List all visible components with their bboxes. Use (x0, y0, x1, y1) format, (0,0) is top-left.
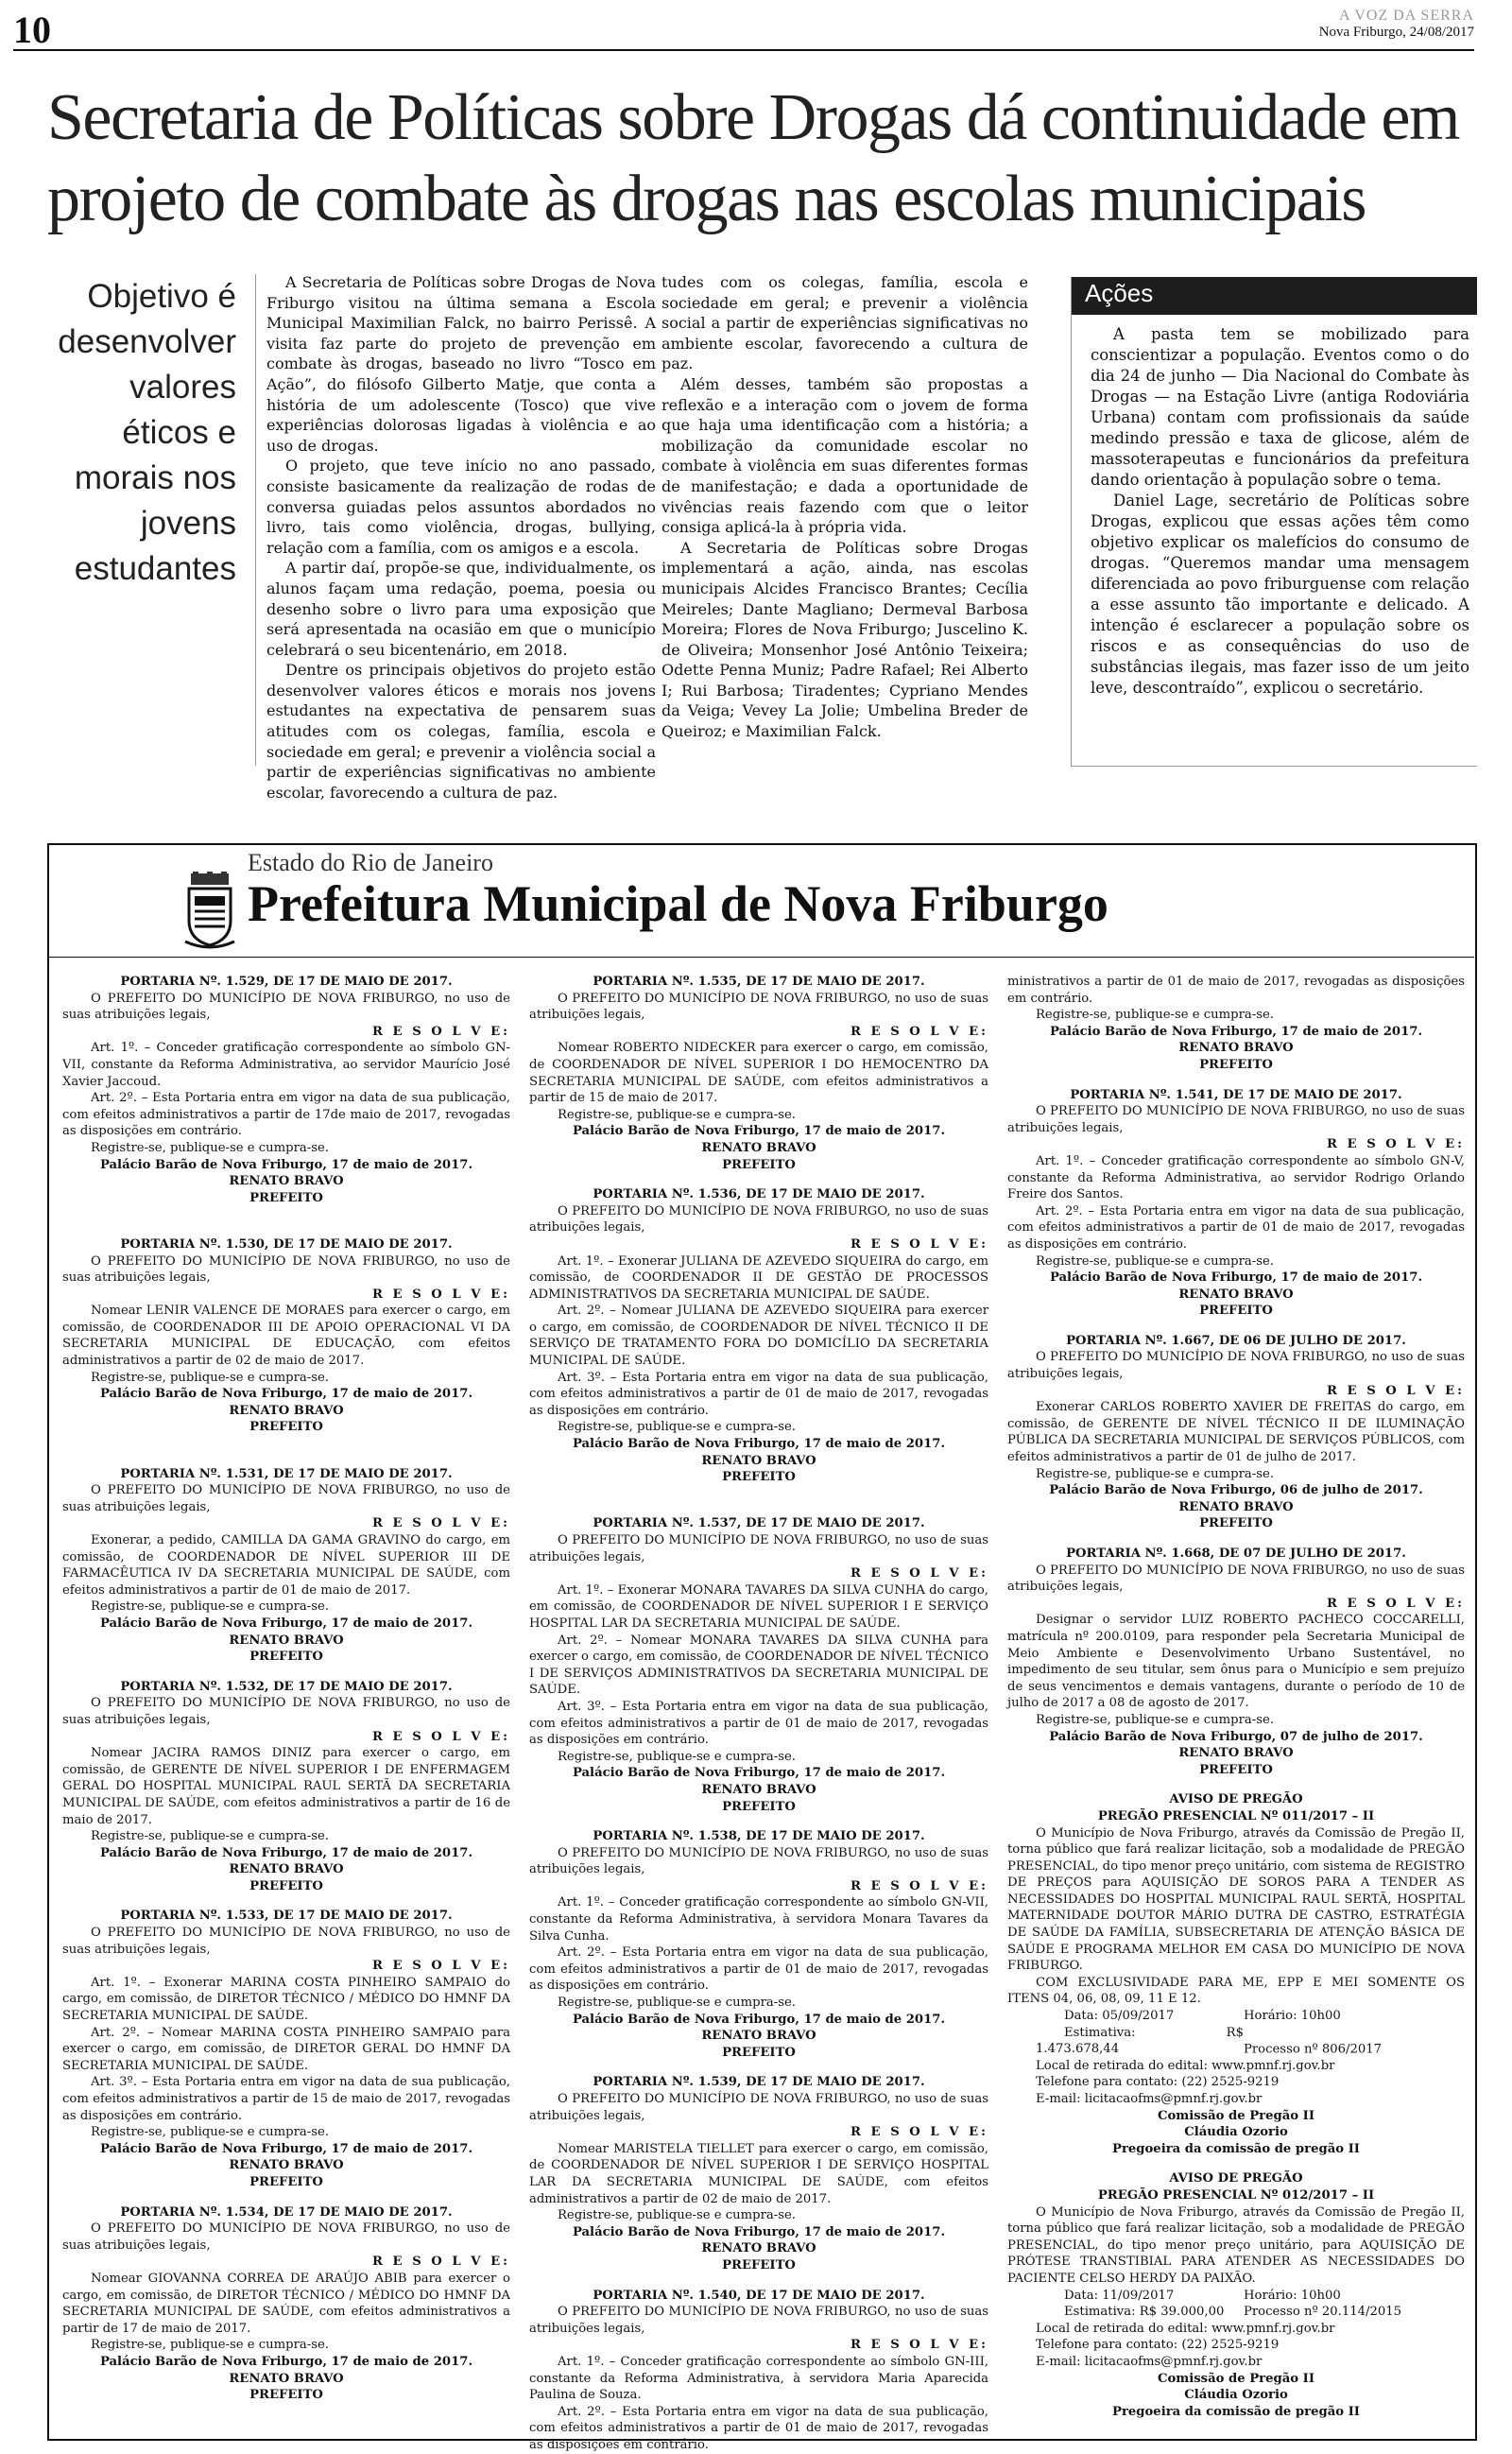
mayor-role: PREFEITO (1199, 1762, 1273, 1777)
article-text: Nomear LENIR VALENCE DE MORAES para exercer o cargo, em comissão, de COORDENADOR III DE APOIO OPERACIONAL VI DA SECRETARIA MUNICIPAL DE EDUCAÇÃO, com efeitos administrativos a partir de 02 de maio de 2017. (62, 1304, 510, 1369)
aviso-official: Cláudia Ozorio (1184, 2388, 1288, 2403)
mayor-line: O PREFEITO DO MUNICÍPIO DE NOVA FRIBURGO, no uso de suas atribuições legais, (1007, 1104, 1465, 1135)
palace-line: Palácio Barão de Nova Friburgo, 17 de maio de 2017. (99, 1845, 473, 1860)
palace-line: Palácio Barão de Nova Friburgo, 17 de maio de 2017. (572, 2012, 946, 2027)
notices-column-2 (529, 974, 989, 2452)
aviso-date: Data: 11/09/2017 (1064, 2288, 1175, 2303)
resolve-label: R E S O L V E: (372, 1516, 510, 1531)
aviso-committee: Comissão de Pregão II (1158, 2108, 1314, 2123)
mayor-line: O PREFEITO DO MUNICÍPIO DE NOVA FRIBURGO, no uso de suas atribuições legais, (1007, 1350, 1465, 1382)
mayor-role: PREFEITO (249, 2174, 323, 2189)
portaria-title: PORTARIA Nº. 1.534, DE 17 DE MAIO DE 2017. (120, 2204, 453, 2220)
mayor-role: PREFEITO (249, 1190, 323, 1205)
mayor-line: O PREFEITO DO MUNICÍPIO DE NOVA FRIBURGO, no uso de suas atribuições legais, (529, 1533, 988, 1564)
article-text: Art. 3º. – Esta Portaria entra em vigor na data de sua publicação, com efeitos administrativos a partir de 01 de maio de 2017, revogadas as disposições em contrário. (529, 1370, 988, 1418)
aviso-date-row (1007, 2288, 1465, 2305)
portaria-title: PORTARIA Nº. 1.532, DE 17 DE MAIO DE 2017. (120, 1679, 453, 1694)
mayor-name: RENATO BRAVO (701, 1453, 816, 1468)
article-paragraph: O projeto, que teve início no ano passado, consiste basicamente da realização de rodas de conversa guiadas pelos assuntos abordados no livro, tais como violência, drogas, bullying, relação com a família, com os amigos e a escola. (266, 457, 656, 557)
portaria-title: PORTARIA Nº. 1.529, DE 17 DE MAIO DE 2017. (120, 975, 453, 989)
coat-of-arms-icon (183, 872, 236, 949)
aviso-process: Processo nº 20.114/2015 (1244, 2305, 1402, 2320)
dateline: Nova Friburgo, 24/08/2017 (1318, 25, 1474, 40)
register-line: Registre-se, publique-se e cumpra-se. (1036, 1466, 1274, 1481)
article-text: Nomear ROBERTO NIDECKER para exercer o cargo, em comissão, de COORDENADOR DE NÍVEL SUPERIOR I DO HEMOCENTRO DA SECRETARIA MUNICIPAL DE SAÚDE, com efeitos administrativos a partir de 15 de maio de 2017. (529, 1041, 988, 1106)
portaria-title: PORTARIA Nº. 1.539, DE 17 DE MAIO DE 2017. (593, 2075, 925, 2090)
mayor-line: O PREFEITO DO MUNICÍPIO DE NOVA FRIBURGO, no uso de suas atribuições legais, (529, 1845, 988, 1877)
mayor-line: O PREFEITO DO MUNICÍPIO DE NOVA FRIBURGO, no uso de suas atribuições legais, (529, 2092, 988, 2123)
mayor-role: PREFEITO (722, 2045, 796, 2060)
palace-line: Palácio Barão de Nova Friburgo, 17 de maio de 2017. (1049, 1024, 1423, 1039)
article-text: Designar o servidor LUIZ ROBERTO PACHECO COCCARELLI, matrícula nº 200.0109, para responder pela Secretaria Municipal de Meio Ambiente e Desenvolvimento Urbano Sustentável, no impedimento de seu titular, sem ônus para o Município e sem prejuízo de seus vencimentos e demais vantagens, durante o período de 10 de julho de 2017 a 08 de agosto de 2017. (1007, 1613, 1465, 1711)
aviso-body: O Município de Nova Friburgo, através da Comissão de Pregão II, torna público que fará realizar licitação, sob a modalidade de PREGÃO PRESENCIAL, do tipo menor preço unitário, para AQUISIÇÃO DE PRÓTESE TRANSTIBIAL PARA ATENDER AS NECESSIDADES DO PACIENTE CELSO HERDY DA PAIXÃO. (1007, 2204, 1465, 2286)
sidebar-body (1072, 315, 1477, 699)
mayor-name: RENATO BRAVO (1178, 1499, 1294, 1514)
article-paragraph: A Secretaria de Políticas sobre Drogas implementará a ação, ainda, nas escolas municipais Alcides Francisco Brantes; Cecília Meireles; Dante Magliano; Dermeval Barbosa Moreira; Flores de Nova Friburgo; Juscelino K. de Oliveira; Monsenhor José Antônio Teixeira; Odette Penna Muniz; Padre Rafael; Rei Alberto I; Rui Barbosa; Tiradentes; Cypriano Mendes da Veiga; Vevey La Jolie; Umbelina Breder de Queiroz; e Maximilian Falck. (662, 538, 1028, 741)
register-line: Registre-se, publique-se e cumpra-se. (558, 1749, 796, 1764)
sidebar-title: Ações (1072, 277, 1477, 315)
mayor-line: O PREFEITO DO MUNICÍPIO DE NOVA FRIBURGO, no uso de suas atribuições legais, (529, 2305, 988, 2336)
mayor-name: RENATO BRAVO (229, 2371, 344, 2386)
mayor-name: RENATO BRAVO (229, 1862, 344, 1877)
mayor-name: RENATO BRAVO (229, 1174, 344, 1189)
portaria-title: PORTARIA Nº. 1.668, DE 07 DE JULHO DE 2017. (1066, 1547, 1406, 1561)
article-text: Art. 1º. – Exonerar JULIANA DE AZEVEDO SIQUEIRA do cargo, em comissão, de COORDENADOR II DE GESTÃO DE PROCESSOS ADMINISTRATIVOS DA SECRETARIA MUNICIPAL DE SAÚDE. (529, 1253, 988, 1302)
aviso-date-row (1007, 2008, 1465, 2025)
article-text: Exonerar CARLOS ROBERTO XAVIER DE FREITAS do cargo, em comissão, de GERENTE DE NÍVEL TÉCNICO II DE ILUMINAÇÃO PÚBLICA DA SECRETARIA MUNICIPAL DE SERVIÇOS PÚBLICOS, com efeitos administrativos a partir de 01 de julho de 2017. (1007, 1400, 1465, 1465)
article-text: Nomear GIOVANNA CORREA DE ARAÚJO ABIB para exercer o cargo, em comissão, de DIRETOR TÉCNICO / MÉDICO DO HMNF DA SECRETARIA MUNICIPAL DE SAÚDE, com efeitos administrativos a partir de 17 de maio de 2017. (62, 2271, 510, 2336)
palace-line: Palácio Barão de Nova Friburgo, 17 de maio de 2017. (99, 1157, 473, 1172)
article-column-1 (266, 272, 656, 802)
resolve-label: R E S O L V E: (850, 1566, 988, 1581)
resolve-label: R E S O L V E: (372, 1024, 510, 1039)
article-paragraph: A partir daí, propõe-se que, individualmente, os alunos façam uma redação, poema, poesia ou desenho sobre o livro para uma exposição que será apresentada na ocasião em que o município celebrará o seu bicentenário, em 2018. (266, 559, 656, 659)
aviso-official-role: Pregoeira da comissão de pregão II (1112, 2141, 1360, 2156)
register-line: Registre-se, publique-se e cumpra-se. (558, 2208, 796, 2223)
mayor-name: RENATO BRAVO (1178, 1746, 1294, 1761)
state-name: Estado do Rio de Janeiro (248, 849, 493, 876)
portaria-title: PORTARIA Nº. 1.537, DE 17 DE MAIO DE 2017. (593, 1516, 925, 1531)
register-line: Registre-se, publique-se e cumpra-se. (91, 2338, 329, 2353)
prefecture-name: Prefeitura Municipal de Nova Friburgo (248, 875, 1108, 932)
portaria-title: PORTARIA Nº. 1.541, DE 17 DE MAIO DE 2017. (1070, 1087, 1402, 1102)
headline-line-2: projeto de combate às drogas nas escolas municipais (47, 163, 1366, 235)
aviso-title: AVISO DE PREGÃO (1169, 2171, 1303, 2186)
aviso-subtitle: PREGÃO PRESENCIAL Nº 012/2017 – II (1097, 2187, 1375, 2203)
mayor-role: PREFEITO (722, 2257, 796, 2273)
pull-quote: Objetivo é desenvolver valores éticos e morais nos jovens estudantes (58, 278, 236, 587)
article-text: Art. 2º. – Nomear MARINA COSTA PINHEIRO SAMPAIO para exercer o cargo, em comissão, de DIRETOR GERAL DO HMNF DA SECRETARIA MUNICIPAL DE SAÚDE. (62, 2025, 510, 2073)
register-line: Registre-se, publique-se e cumpra-se. (91, 1829, 329, 1844)
aviso-phone: Telefone para contato: (22) 2525-9219 (1036, 2338, 1280, 2353)
register-line: Registre-se, publique-se e cumpra-se. (558, 1107, 796, 1122)
sidebar-paragraph: Daniel Lage, secretário de Políticas sobre Drogas, explicou que essas ações têm como objetivo explicar os malefícios do consumo de drogas. “Queremos mandar uma mensagem diferenciada ao povo friburguense com relação a esse assunto tão importante e delicado. A intenção é esclarecer a população sobre os riscos e as consequências do uso de substâncias ilegais, mas fazer isso de um jeito leve, descontraído”, explicou o secretário. (1091, 492, 1469, 697)
mayor-line: O PREFEITO DO MUNICÍPIO DE NOVA FRIBURGO, no uso de suas atribuições legais, (62, 1253, 510, 1286)
aviso-process: Processo nº 806/2017 (1244, 2042, 1383, 2057)
aviso-time: Horário: 10h00 (1244, 2009, 1341, 2024)
mayor-line: O PREFEITO DO MUNICÍPIO DE NOVA FRIBURGO, no uso de suas atribuições legais, (1007, 1563, 1465, 1595)
aviso-body: O Município de Nova Friburgo, através da Comissão de Pregão II, torna público que fará realizar licitação, sob a modalidade de PREGÃO PRESENCIAL, do tipo menor preço unitário, com sistema de REGISTRO DE PREÇOS para AQUISIÇÃO DE SOROS PARA A TENDER AS NECESSIDADES DO HOSPITAL MUNICIPAL RAUL SERTÃ, HOSPITAL MATERNIDADE DOUTOR MÁRIO DUTRA DE CASTRO, ESTRATÉGIA DE SAÚDE DA FAMÍLIA, SUBSECRETARIA DE ATENÇÃO BÁSICA DE SAÚDE E PROGRAMA MELHOR EM CASA DO MUNICÍPIO DE NOVA FRIBURGO. (1007, 1825, 1465, 1974)
article-text: Art. 2º. – Esta Portaria entra em vigor na data de sua publicação, com efeitos administrativos a partir de 01 de maio de 2017, revogadas as disposições em contrário. (529, 1945, 988, 1994)
portaria-title: PORTARIA Nº. 1.530, DE 17 DE MAIO DE 2017. (120, 1236, 453, 1252)
palace-line: Palácio Barão de Nova Friburgo, 17 de maio de 2017. (99, 2354, 473, 2369)
article-text: Art. 1º. – Conceder gratificação correspondente ao símbolo GN-V, constante da Reforma Administrativa, ao servidor Rodrigo Orlando Freire dos Santos. (1007, 1153, 1465, 1202)
article-text: Art. 2º. – Esta Portaria entra em vigor na data de sua publicação, com efeitos administrativos a partir de 01 de maio de 2017, revogadas as disposições em contrário. (529, 2404, 988, 2452)
article-headline (47, 78, 1484, 240)
portaria-title: PORTARIA Nº. 1.531, DE 17 DE MAIO DE 2017. (120, 1466, 453, 1481)
article-text: Art. 2º. – Esta Portaria entra em vigor na data de sua publicação, com efeitos administrativos a partir de 01 de maio de 2017, revogadas as disposições em contrário. (1007, 1203, 1465, 1252)
palace-line: Palácio Barão de Nova Friburgo, 17 de maio de 2017. (99, 1616, 473, 1631)
aviso-phone: Telefone para contato: (22) 2525-9219 (1036, 2075, 1280, 2090)
article-text: Art. 3º. – Esta Portaria entra em vigor na data de sua publicação, com efeitos administrativos a partir de 15 de maio de 2017, revogadas as disposições em contrário. (62, 2075, 510, 2123)
resolve-label: R E S O L V E: (372, 1959, 510, 1974)
article-text: Nomear MARISTELA TIELLET para exercer o cargo, em comissão, de COORDENADOR DE NÍVEL SUPERIOR I DE SERVIÇO HOSPITAL LAR DA SECRETARIA MUNICIPAL DE SAÚDE, com efeitos administrativos a partir de 02 de maio de 2017. (529, 2141, 988, 2206)
article-column-2 (662, 272, 1028, 742)
resolve-label: R E S O L V E: (372, 1729, 510, 1744)
mayor-line: O PREFEITO DO MUNICÍPIO DE NOVA FRIBURGO, no uso de suas atribuições legais, (62, 991, 510, 1023)
article-text: Art. 1º. – Conceder gratificação correspondente ao símbolo GN-VII, constante da Reforma Administrativa, à servidora Monara Tavares da Silva Cunha. (529, 1895, 988, 1944)
notices-column-1 (62, 974, 510, 2404)
aviso-time: Horário: 10h00 (1244, 2288, 1341, 2303)
mayor-role: PREFEITO (722, 1157, 796, 1172)
mayor-role: PREFEITO (1199, 1057, 1273, 1072)
mayor-name: RENATO BRAVO (701, 2241, 816, 2256)
resolve-label: R E S O L V E: (850, 1878, 988, 1893)
article-paragraph: A Secretaria de Políticas sobre Drogas de Nova Friburgo visitou na última semana a Escola Municipal Maximilian Falck, no bairro Perissê. A visita faz parte do projeto de prevenção em combate às drogas, baseado no livro “Tosco em Ação”, do filósofo Gilberto Matje, que conta a história de um adolescente (Tosco) que vive experiências dolorosas ligadas à violência e ao uso de drogas. (266, 273, 656, 455)
aviso-committee: Comissão de Pregão II (1158, 2371, 1314, 2386)
portaria-title: PORTARIA Nº. 1.538, DE 17 DE MAIO DE 2017. (593, 1829, 925, 1844)
article-paragraph-continued: tudes com os colegas, família, escola e sociedade em geral; e prevenir a violência social a partir de experiências significativas no ambiente escolar, favorecendo a cultura de paz. (662, 273, 1028, 373)
aviso-estimate: Estimativa: R$ 39.000,00 (1064, 2305, 1225, 2320)
palace-line: Palácio Barão de Nova Friburgo, 17 de maio de 2017. (572, 1437, 946, 1452)
mayor-line: O PREFEITO DO MUNICÍPIO DE NOVA FRIBURGO, no uso de suas atribuições legais, (529, 991, 988, 1023)
register-line: Registre-se, publique-se e cumpra-se. (1036, 1712, 1274, 1727)
mayor-line: O PREFEITO DO MUNICÍPIO DE NOVA FRIBURGO, no uso de suas atribuições legais, (62, 1926, 510, 1957)
register-line: Registre-se, publique-se e cumpra-se. (91, 1140, 329, 1155)
mayor-line: O PREFEITO DO MUNICÍPIO DE NOVA FRIBURGO, no uso de suas atribuições legais, (62, 1483, 510, 1514)
mayor-role: PREFEITO (249, 1878, 323, 1893)
article-text: Art. 2º. – Nomear JULIANA DE AZEVEDO SIQUEIRA para exercer o cargo, em comissão, de COORDENADOR DE NÍVEL TÉCNICO II DE SERVIÇO DE TRATAMENTO FORA DO DOMICÍLIO DA SECRETARIA MUNICIPAL DE SAÚDE. (529, 1304, 988, 1369)
mayor-name: RENATO BRAVO (229, 1633, 344, 1648)
mayor-line: O PREFEITO DO MUNICÍPIO DE NOVA FRIBURGO, no uso de suas atribuições legais, (62, 1696, 510, 1727)
portaria-title: PORTARIA Nº. 1.533, DE 17 DE MAIO DE 2017. (120, 1909, 453, 1924)
article-text: Art. 1º. – Conceder gratificação correspondente ao símbolo GN-III, constante da Reforma Administrativa, à servidora Maria Aparecida Paulina de Souza. (529, 2354, 988, 2403)
notices-column-3 (1007, 974, 1465, 2420)
article-paragraph: Além desses, também são propostas a reflexão e a interação com o jovem de forma que haja uma identificação com a história; a mobilização da comunidade escolar no combate à violência em suas diferentes formas de manifestação; e dada a oportunidade de vivências reais fazendo com que o leitor consiga aplicá-la à própria vida. (662, 374, 1028, 537)
resolve-label: R E S O L V E: (850, 1236, 988, 1252)
sidebar-paragraph: A pasta tem se mobilizado para conscientizar a população. Eventos como o do dia 24 de junho — Dia Nacional do Combate às Drogas — na Estação Livre (antiga Rodoviária Urbana) contam com profissionais da saúde medindo pressão e taxa de glicose, além de massoterapeutas e funcionários da prefeitura dando orientação à população sobre o tema. (1091, 325, 1469, 489)
register-line: Registre-se, publique-se e cumpra-se. (91, 2125, 329, 2140)
article-text: Exonerar, a pedido, CAMILLA DA GAMA GRAVINO do cargo, em comissão, de COORDENADOR DE NÍVEL SUPERIOR III DE FARMACÊUTICA IV DA SECRETARIA MUNICIPAL DE SAÚDE, com efeitos administrativos a partir de 01 de maio de 2017. (62, 1533, 510, 1598)
mayor-role: PREFEITO (249, 1650, 323, 1665)
mayor-name: RENATO BRAVO (701, 1140, 816, 1155)
register-line: Registre-se, publique-se e cumpra-se. (91, 1599, 329, 1615)
resolve-label: R E S O L V E: (1327, 1596, 1465, 1611)
column-divider (255, 274, 256, 766)
palace-line: Palácio Barão de Nova Friburgo, 17 de maio de 2017. (572, 2224, 946, 2239)
mayor-role: PREFEITO (249, 2388, 323, 2403)
aviso-email: E-mail: licitacaofms@pmnf.rj.gov.br (1036, 2092, 1263, 2106)
mayor-role: PREFEITO (249, 1420, 323, 1435)
portaria-title: PORTARIA Nº. 1.536, DE 17 DE MAIO DE 2017. (593, 1187, 925, 1202)
resolve-label: R E S O L V E: (1327, 1137, 1465, 1152)
palace-line: Palácio Barão de Nova Friburgo, 17 de maio de 2017. (1049, 1270, 1423, 1286)
portaria-title: PORTARIA Nº. 1.535, DE 17 DE MAIO DE 2017. (593, 975, 925, 989)
aviso-date: Data: 05/09/2017 (1064, 2009, 1175, 2024)
article-paragraph: Dentre os principais objetivos do projeto estão desenvolver valores éticos e morais nos jovens estudantes na expectativa de pensarem suas atitudes com os colegas, família, escola e sociedade em geral; e prevenir a violência social a partir de experiências significativas no ambiente escolar, favorecendo a cultura de paz. (266, 661, 656, 802)
notices-header-rule (49, 957, 1474, 958)
mayor-line: O PREFEITO DO MUNICÍPIO DE NOVA FRIBURGO, no uso de suas atribuições legais, (529, 1203, 988, 1236)
mayor-name: RENATO BRAVO (1178, 1287, 1294, 1302)
article-text: Art. 1º. – Exonerar MARINA COSTA PINHEIRO SAMPAIO do cargo, em comissão, de DIRETOR TÉCNICO / MÉDICO DO HMNF DA SECRETARIA MUNICIPAL DE SAÚDE. (62, 1975, 510, 2024)
aviso-estimate: Estimativa: R$ 1.473.678,44 (1036, 2025, 1244, 2057)
register-line: Registre-se, publique-se e cumpra-se. (558, 1420, 796, 1435)
mayor-role: PREFEITO (722, 1799, 796, 1814)
aviso-estimate-row (1007, 2304, 1465, 2321)
aviso-official-role: Pregoeira da comissão de pregão II (1112, 2404, 1360, 2419)
mayor-role: PREFEITO (1199, 1304, 1273, 1319)
headline-line-1: Secretaria de Políticas sobre Drogas dá continuidade em (47, 81, 1459, 154)
palace-line: Palácio Barão de Nova Friburgo, 17 de maio de 2017. (99, 1387, 473, 1402)
aviso-site: Local de retirada do edital: www.pmnf.rj.gov.br (1036, 2321, 1335, 2336)
resolve-label: R E S O L V E: (372, 1287, 510, 1302)
mayor-name: RENATO BRAVO (229, 1403, 344, 1418)
header-rule (13, 49, 1474, 51)
palace-line: Palácio Barão de Nova Friburgo, 07 de julho de 2017. (1049, 1729, 1423, 1744)
resolve-label: R E S O L V E: (1327, 1383, 1465, 1398)
palace-line: Palácio Barão de Nova Friburgo, 06 de julho de 2017. (1049, 1483, 1423, 1498)
mayor-line: O PREFEITO DO MUNICÍPIO DE NOVA FRIBURGO, no uso de suas atribuições legais, (62, 2221, 510, 2253)
mayor-role: PREFEITO (1199, 1516, 1273, 1531)
palace-line: Palácio Barão de Nova Friburgo, 17 de maio de 2017. (572, 1766, 946, 1781)
register-line: Registre-se, publique-se e cumpra-se. (91, 1370, 329, 1385)
newspaper-name: A VOZ DA SERRA (1338, 8, 1474, 24)
aviso-subtitle: PREGÃO PRESENCIAL Nº 011/2017 – II (1097, 1808, 1375, 1823)
palace-line: Palácio Barão de Nova Friburgo, 17 de maio de 2017. (99, 2141, 473, 2156)
article-text: Art. 2º. – Nomear MONARA TAVARES DA SILVA CUNHA para exercer o cargo, em comissão, de COORDENADOR DE NÍVEL TÉCNICO I DE SERVIÇOS ADMINISTRATIVOS DA SECRETARIA MUNICIPAL DE SAÚDE. (529, 1633, 989, 1698)
article-text-continued: ministrativos a partir de 01 de maio de 2017, revogadas as disposições em contrário. (1007, 975, 1465, 1006)
register-line: Registre-se, publique-se e cumpra-se. (1036, 1253, 1274, 1269)
article-text: Nomear JACIRA RAMOS DINIZ para exercer o cargo, em comissão, de GERENTE DE NÍVEL SUPERIOR I DE ENFERMAGEM GERAL DO HOSPITAL MUNICIPAL RAUL SERTÃ DA SECRETARIA MUNICIPAL DE SAÚDE, com efeitos administrativos a partir de 16 de maio de 2017. (62, 1746, 510, 1827)
resolve-label: R E S O L V E: (850, 1024, 988, 1039)
resolve-label: R E S O L V E: (372, 2255, 510, 2270)
register-line: Registre-se, publique-se e cumpra-se. (1036, 1008, 1274, 1023)
mayor-role: PREFEITO (722, 1470, 796, 1485)
aviso-site: Local de retirada do edital: www.pmnf.rj.gov.br (1036, 2058, 1335, 2073)
article-text: Art. 3º. – Esta Portaria entra em vigor na data de sua publicação, com efeitos administrativos a partir de 01 de maio de 2017, revogadas as disposições em contrário. (529, 1699, 988, 1748)
palace-line: Palácio Barão de Nova Friburgo, 17 de maio de 2017. (572, 1124, 946, 1139)
aviso-title: AVISO DE PREGÃO (1169, 1792, 1303, 1807)
article-text: Art. 2º. – Esta Portaria entra em vigor na data de sua publicação, com efeitos administrativos a partir de 17de maio de 2017, revogadas as disposições em contrário. (62, 1091, 510, 1139)
aviso-email: E-mail: licitacaofms@pmnf.rj.gov.br (1036, 2354, 1263, 2369)
page-number: 10 (13, 9, 51, 51)
resolve-label: R E S O L V E: (850, 2338, 988, 2353)
article-text: Art. 1º. – Exonerar MONARA TAVARES DA SILVA CUNHA do cargo, em comissão, de COORDENADOR DE NÍVEL SUPERIOR I E SERVIÇO HOSPITAL LAR DA SECRETARIA MUNICIPAL DE SAÚDE. (529, 1582, 988, 1631)
aviso-estimate-row (1007, 2025, 1465, 2058)
register-line: Registre-se, publique-se e cumpra-se. (558, 1996, 796, 2011)
official-notices-header (248, 849, 1108, 930)
mayor-name: RENATO BRAVO (1178, 1041, 1294, 1056)
masthead (1319, 8, 1474, 41)
portaria-title: PORTARIA Nº. 1.667, DE 06 DE JULHO DE 2017. (1066, 1333, 1406, 1348)
sidebar-box (1071, 277, 1477, 767)
resolve-label: R E S O L V E: (850, 2125, 988, 2140)
mayor-name: RENATO BRAVO (701, 1782, 816, 1797)
aviso-official: Cláudia Ozorio (1184, 2125, 1288, 2140)
article-text: Art. 1º. – Conceder gratificação correspondente ao símbolo GN-VII, constante da Reforma Administrativa, ao servidor Maurício José Xavier Jaccoud. (62, 1041, 510, 1089)
mayor-name: RENATO BRAVO (229, 2158, 344, 2173)
portaria-title: PORTARIA Nº. 1.540, DE 17 DE MAIO DE 2017. (593, 2288, 925, 2303)
aviso-exclusivity: COM EXCLUSIVIDADE PARA ME, EPP E MEI SOMENTE OS ITENS 04, 06, 08, 09, 11 E 12. (1007, 1975, 1465, 2007)
mayor-name: RENATO BRAVO (701, 2029, 816, 2044)
